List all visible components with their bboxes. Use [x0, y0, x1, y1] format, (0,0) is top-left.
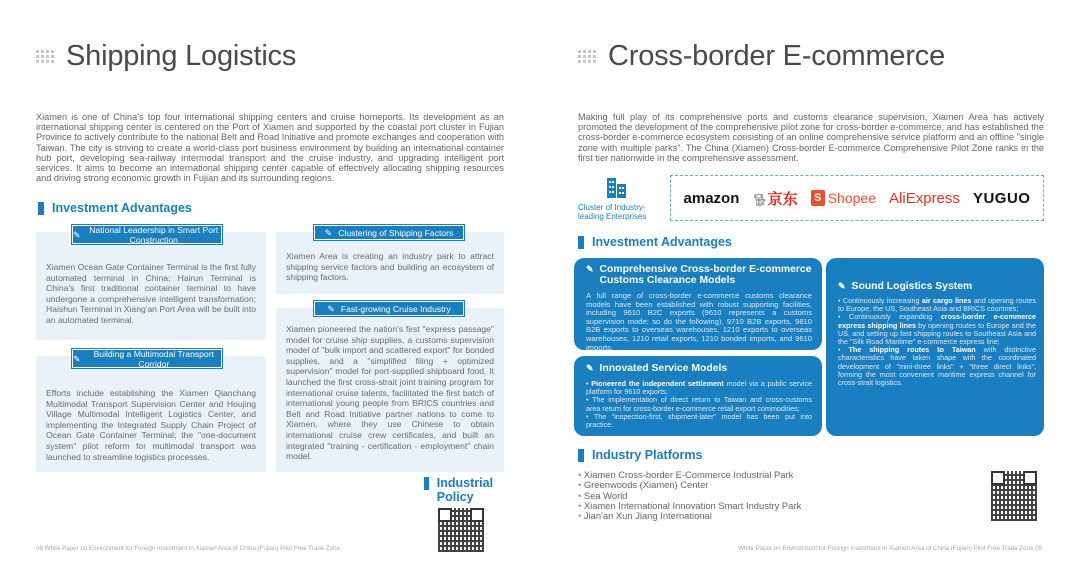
list-item: • Jian'an Xun Jiang International — [578, 511, 801, 521]
heading-bar — [424, 477, 429, 490]
card-bullets — [838, 297, 1036, 387]
right-title-block — [578, 40, 945, 73]
heading-text: Investment Advantages — [52, 201, 192, 215]
amazon-logo: amazon — [683, 189, 740, 207]
tag-label: Clustering of Shipping Factors — [338, 227, 454, 238]
heading-bar — [578, 449, 584, 462]
card-text: Xiamen Area is creating an industry park to attract shipping service factors and building an ecosystem of shipping factors. — [286, 251, 494, 283]
footer-right: White Paper on Environment for Foreign Investment in Xiamen Area of China (Fujian) Pilot Free Trade Zone 09 — [737, 545, 1042, 552]
aliexpress-logo: AliExpress — [889, 189, 960, 207]
card-title: ✎ Innovated Service Models — [586, 363, 728, 374]
shopee-bag-icon: S — [811, 190, 825, 206]
industry-platforms-heading — [578, 448, 702, 462]
qr-code-icon[interactable] — [438, 508, 484, 552]
list-item: • Xiamen Cross-border E-Commerce Industrial Park — [578, 470, 801, 480]
card-title: ✎ Sound Logistics System — [838, 281, 973, 292]
card-text: A full range of cross-border e-commerce customs clearance models have been established with robust supporting facilities, including 9610 B2C exports (9610 represents a customs supervision mode; so do the following), 9710 B2B exports, 9810 B2B exports to overseas warehouses, 1210 exports to overseas warehouses, 1210 retail exports, 1210 bonded imports, and 9610 imports. — [586, 291, 812, 352]
card-text: Xiamen Ocean Gate Container Terminal is the first fully automated terminal in China; Hairun Terminal is China's first traditional container terminal to have undergone a comprehensive intelligent transformation; Haishun Terminal in Xiang'an Port Area will be built into an automated terminal. — [46, 262, 256, 325]
pen-icon: ✎ — [838, 281, 846, 291]
dog-icon: 🐕︎ — [752, 192, 768, 207]
grid-dots-icon — [578, 50, 596, 63]
tag-label: National Leadership in Smart Port Construction — [89, 224, 219, 245]
investment-advantages-heading — [578, 235, 732, 249]
shopee-logo: S Shopee — [811, 190, 876, 206]
left-title-block — [36, 40, 296, 73]
bullet-item: • Continuously expanding cross-border e-commerce express shipping lines by opening routes to Europe and the US, and setting up fast shipping routes to Southeast Asia and the "Silk Road Maritime" e-commerce express line; — [838, 312, 1037, 347]
yuguo-logo: YUGUO — [972, 189, 1031, 207]
bullet-item: • The implementation of direct return to Taiwan and cross-customs area return for cross-border e-commerce retail export commodities; — [586, 395, 812, 413]
list-item: • Greenwoods (Xiamen) Center — [578, 480, 801, 490]
list-item: • Xiamen International Innovation Smart Industry Park — [578, 501, 801, 511]
page-title: Shipping Logistics — [66, 40, 297, 72]
investment-advantages-heading — [38, 201, 192, 215]
jd-logo: 🐕︎京东 — [752, 189, 798, 208]
tag-shipping-factors — [314, 225, 464, 240]
page-title: Cross-border E-commerce — [608, 40, 946, 72]
heading-bar — [578, 236, 584, 249]
intro-paragraph: Making full play of its comprehensive ports and customs clearance supervision, Xiamen Area has actively promoted the development of the comprehensive pilot zone for cross-border e-commerce, and has established the cross-border e-commerce ecosystem consisting of an online comprehensive service platform and an offline "single zone with multiple parks". The China (Xiamen) Cross-border E-commerce Comprehensive Pilot Zone ranks in the first tier nationwide in the comprehensive assessment. — [578, 112, 1044, 163]
tag-label: Building a Multimodal Transport Corridor — [93, 348, 214, 369]
tag-smart-port — [72, 225, 222, 244]
tag-label: Fast-growing Cruise Industry — [340, 303, 451, 314]
bullet-item: • The shipping routes to Taiwan with distinctive characteristics have taken shape with the coordinated development of "mini-three links" + "three direct links", forming the most convenient maritime express channel for cross-strait logistics. — [838, 345, 1036, 388]
buildings-icon — [604, 176, 632, 198]
list-item: • Sea World — [578, 491, 801, 501]
pen-icon: ✎ — [586, 363, 594, 373]
pen-icon: ✎ — [327, 303, 335, 314]
qr-code-icon[interactable] — [991, 471, 1037, 521]
cluster-label: Cluster of Industry-leading Enterprises — [578, 203, 647, 222]
pen-icon: ✎ — [73, 353, 81, 364]
heading-bar — [38, 202, 44, 215]
pen-icon: ✎ — [586, 264, 594, 274]
heading-text: Investment Advantages — [592, 235, 732, 249]
card-text: Xiamen pioneered the nation's first "express passage" model for cruise ship supplies, a customs supervision model of "bulk import and scattered export" for bonded supplies, and a "simplified filing + optimized supervision" model for port-supplied shipboard food. It launched the first cross-strait joint training program for international cruise talents, facilitated the first batch of international young people from BRICS countries and Belt and Road Initiative partner nations to come to Xiamen, where they use Chinese to obtain international cruise crew certificates, and built an integrated "training - certification - employment" chain model. — [286, 324, 494, 462]
footer-left: 08 White Paper on Environment for Foreign Investment in Xiamen Area of China (Fujian) Pilot Free Trade Zone — [36, 545, 341, 552]
card-bullets — [586, 380, 812, 429]
grid-dots-icon — [36, 50, 54, 63]
pen-icon: ✎ — [73, 229, 81, 240]
bullet-item: • Continuously increasing air cargo lines and opening routes to Europe, the US, Southeast Asia and BRICS countries; — [838, 296, 1036, 314]
bullet-item: • Pioneered the independent settlement model via a public service platform for 9610 exports; — [586, 379, 813, 397]
enterprise-logos — [670, 175, 1044, 221]
right-page — [540, 0, 1080, 586]
card-text: Efforts include establishing the Xiamen Qianchang Multimodal Transport Supervision Center and Houjing Village Multimodal Intelligent Logistics Center, and implementing the Integrated Supply Chain Project of Ocean Gate Container Terminal; the "one-document system" pilot reform for multimodal transport was launched to streamline logistics processes. — [46, 388, 256, 462]
industrial-policy-heading — [424, 476, 514, 504]
intro-paragraph: Xiamen is one of China's top four international shipping centers and cruise homeports. Its development as an international shipping center is centered on the Port of Xiamen and supported by the coastal port cluster in Fujian Province to actively contribute to the national Belt and Road Initiative and promote exchanges and cooperation with Taiwan. The city is striving to create a world-class port business environment by building an international container hub port, developing sea-railway intermodal transport and the cruise industry, and upgrading intelligent port services. It aims to become an international shipping center capable of effectively allocating shipping resources and driving strong economic growth in Fujian and its surrounding regions. — [36, 112, 504, 184]
platform-list — [578, 470, 801, 521]
heading-text: Industry Platforms — [592, 448, 703, 462]
tag-cruise — [314, 301, 464, 316]
bullet-item: • The "inspection-first, shipment-later" model has been put into practice. — [586, 411, 812, 430]
tag-multimodal — [72, 349, 222, 368]
heading-text: Industrial Policy — [436, 476, 494, 504]
card-title: ✎ Comprehensive Cross-border E-commerce Customs Clearance Models — [586, 264, 812, 286]
pen-icon: ✎ — [324, 227, 333, 238]
